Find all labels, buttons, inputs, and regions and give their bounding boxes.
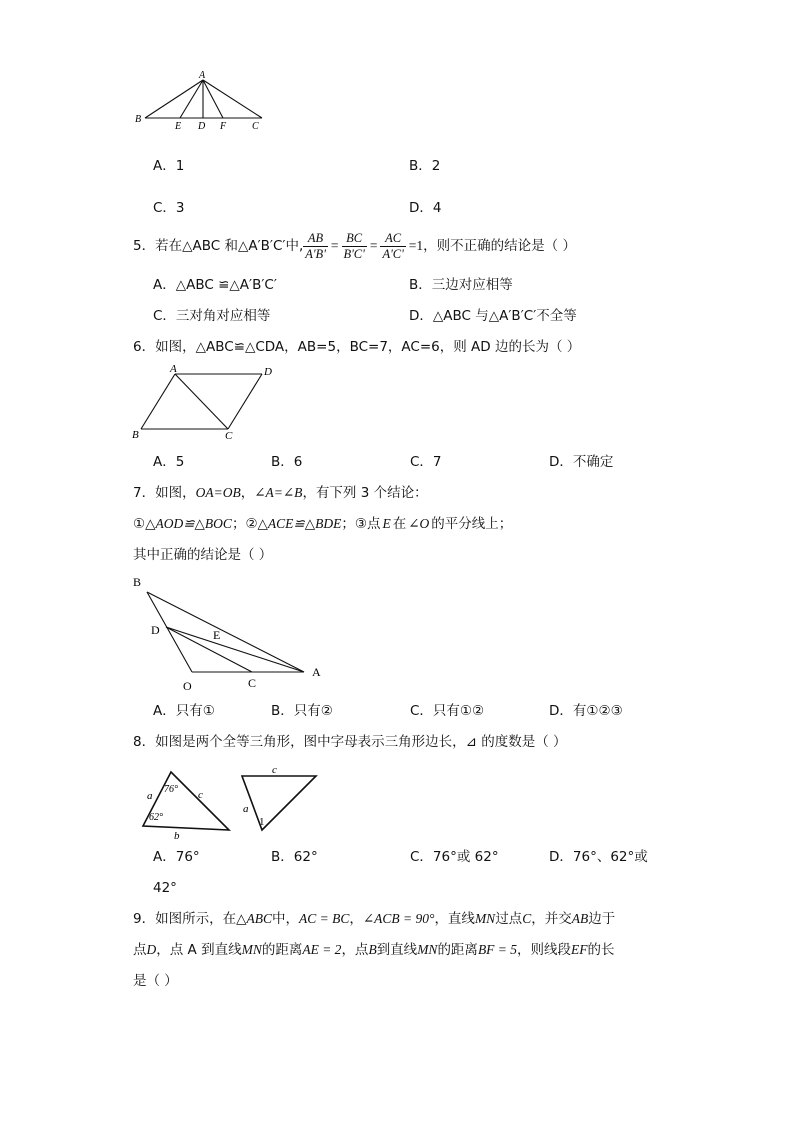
- q9-l1f: ，并交: [531, 911, 572, 927]
- q9-point-b: B: [368, 942, 377, 957]
- q6-option-d[interactable]: D．不确定: [549, 454, 614, 470]
- fig8-left-c: c: [198, 789, 203, 801]
- fig8-left-b: b: [174, 830, 180, 842]
- q8-option-c[interactable]: C．76°或 62°: [410, 849, 499, 865]
- q4-option-a[interactable]: A．1: [153, 158, 185, 174]
- q9-l1d: ，直线: [434, 911, 475, 927]
- q5-question: [133, 228, 576, 264]
- q9-l1a: 9．如图所示，在: [133, 911, 237, 927]
- q9-line-3: 是（ ）: [133, 973, 178, 989]
- fig7-label-D: D: [151, 623, 160, 637]
- fig4-label-C: C: [252, 121, 259, 132]
- q7-option-a[interactable]: A．只有①: [153, 703, 215, 719]
- fig8-left-a: a: [147, 790, 153, 802]
- q9-point-d: D: [146, 942, 157, 957]
- q5-text-pre: 5．若在△ABC 和△A′B′C′中,: [133, 238, 304, 254]
- q9-l2d: ，点: [341, 942, 369, 958]
- q5-eq1: =: [330, 238, 339, 253]
- fig6-label-A: A: [170, 363, 177, 375]
- q4-option-b[interactable]: B．2: [409, 158, 441, 174]
- fig7-label-A: A: [312, 665, 321, 679]
- q7-conclusion-1: △AOD≌△BOC: [145, 516, 232, 531]
- q9-l2c: 的距离: [261, 942, 303, 958]
- q4-option-c[interactable]: C．3: [153, 200, 185, 216]
- q7-line-1: [133, 484, 428, 502]
- q7-c1-mark: ①: [133, 516, 146, 532]
- q7-line-2: [133, 515, 512, 533]
- q8-figure: [135, 762, 335, 842]
- q5-text-post: ，则不正确的结论是（ ）: [423, 238, 576, 254]
- q7-angle-eq: ∠A=∠B: [254, 485, 303, 500]
- q5-frac2-den: B'C': [343, 246, 365, 261]
- q5-option-a[interactable]: A．△ABC ≌△A′B′C′: [153, 277, 277, 293]
- fig7-label-O: O: [183, 679, 192, 693]
- fig6-label-C: C: [225, 430, 233, 442]
- q5-frac3-den: A'C': [382, 246, 404, 261]
- q8-option-d-continued: 42°: [153, 880, 177, 896]
- q7-option-b[interactable]: B．只有②: [271, 703, 333, 719]
- q9-triangle: △ABC: [236, 911, 272, 926]
- fig8-right-c: c: [272, 764, 277, 776]
- q7-figure: [128, 572, 328, 694]
- q9-ac-bc: AC = BC: [298, 911, 350, 926]
- q7-sep2: ；: [341, 516, 355, 532]
- q5-frac2-num: BC: [342, 231, 367, 247]
- q5-frac3-num: AC: [380, 231, 405, 247]
- q5-option-d[interactable]: D．△ABC 与△A′B′C′不全等: [409, 308, 577, 324]
- q9-ab: AB: [571, 911, 589, 926]
- q9-l1b: 中，: [271, 911, 299, 927]
- q5-fraction-bc: [342, 231, 367, 262]
- q9-bf: BF = 5: [477, 942, 518, 957]
- fig8-left-76: 76°: [164, 784, 178, 795]
- q9-line-2: [133, 941, 615, 959]
- q6-option-c[interactable]: C．7: [410, 454, 442, 470]
- q6-option-b[interactable]: B．6: [271, 454, 303, 470]
- q7-sep1: ；: [231, 516, 246, 532]
- q9-ae: AE = 2: [302, 942, 342, 957]
- q9-l2f: 的距离: [437, 942, 478, 958]
- q9-line-1: [133, 910, 615, 928]
- q9-l1g: 边于: [588, 911, 616, 927]
- q5-frac1-den: A'B': [305, 246, 326, 261]
- q5-frac1-num: AB: [303, 231, 328, 247]
- fig7-label-E: E: [213, 628, 221, 642]
- q6-option-a[interactable]: A．5: [153, 454, 185, 470]
- q9-angle-acb: ∠ACB = 90°: [362, 911, 435, 926]
- q4-option-d[interactable]: D．4: [409, 200, 442, 216]
- fig4-label-B: B: [135, 114, 142, 125]
- fig4-label-A: A: [199, 70, 206, 81]
- q7-l1c: ，: [240, 485, 255, 501]
- q9-mn: MN: [474, 911, 496, 926]
- q5-option-b[interactable]: B．三边对应相等: [409, 277, 513, 293]
- q8-question: 8．如图是两个全等三角形，图中字母表示三角形边长，⊿ 的度数是（ ）: [133, 734, 567, 750]
- fig7-label-C: C: [248, 676, 257, 690]
- q7-c3-mid: 在: [392, 516, 407, 532]
- fig7-label-B: B: [133, 575, 142, 589]
- q5-fraction-ab: [303, 231, 328, 262]
- q5-eq2: =: [369, 238, 378, 253]
- fig4-label-D: D: [198, 121, 206, 132]
- q9-l2e: 到直线: [376, 942, 418, 958]
- q9-l1c: ，: [349, 911, 363, 927]
- q8-option-a[interactable]: A．76°: [153, 849, 200, 865]
- q5-fraction-ac: [380, 231, 405, 262]
- fig8-right-1: 1: [259, 816, 265, 828]
- fig8-right-a: a: [243, 803, 249, 815]
- q9-l1e: 过点: [495, 911, 523, 927]
- q6-figure: [128, 362, 288, 444]
- q9-mn-3: MN: [417, 942, 438, 957]
- q5-option-c[interactable]: C．三对角对应相等: [153, 308, 271, 324]
- q7-line-3: 其中正确的结论是（ ）: [133, 547, 273, 563]
- q9-l2b: ，点 A 到直线: [156, 942, 242, 958]
- q6-question: 6．如图，△ABC≌△CDA，AB=5，BC=7，AC=6，则 AD 边的长为（ ）: [133, 339, 581, 355]
- q4-figure: [130, 68, 280, 134]
- fig6-label-B: B: [132, 429, 139, 441]
- q9-ef: EF: [571, 942, 588, 957]
- q5-eq-one: =1: [408, 238, 424, 253]
- q7-c3-angle: ∠O: [408, 516, 430, 531]
- q7-c3-end: 的平分线上；: [431, 516, 513, 532]
- fig8-left-62: 62°: [149, 812, 163, 823]
- q7-l1e: ，有下列 3 个结论：: [302, 485, 428, 501]
- q9-mn-2: MN: [241, 942, 262, 957]
- q7-c3-mark: ③点: [354, 516, 381, 532]
- q7-oa-ob: OA=OB: [195, 485, 241, 500]
- q8-option-b[interactable]: B．62°: [271, 849, 318, 865]
- fig4-label-E: E: [175, 121, 182, 132]
- q8-option-d[interactable]: D．76°、62°或: [549, 849, 648, 865]
- q9-l2h: 的长: [587, 942, 615, 958]
- fig4-label-F: F: [220, 121, 227, 132]
- q7-l1a: 7．如图，: [133, 485, 196, 501]
- q9-point-c: C: [522, 911, 532, 926]
- q7-option-d[interactable]: D．有①②③: [549, 703, 623, 719]
- q9-l2a: 点: [133, 942, 147, 958]
- q7-conclusion-2: △ACE≌△BDE: [257, 516, 342, 531]
- q7-c3-var: E: [382, 516, 391, 531]
- q7-option-c[interactable]: C．只有①②: [410, 703, 485, 719]
- fig6-label-D: D: [264, 366, 272, 378]
- q7-c2-mark: ②: [245, 516, 258, 532]
- q9-l2g: ，则线段: [517, 942, 572, 958]
